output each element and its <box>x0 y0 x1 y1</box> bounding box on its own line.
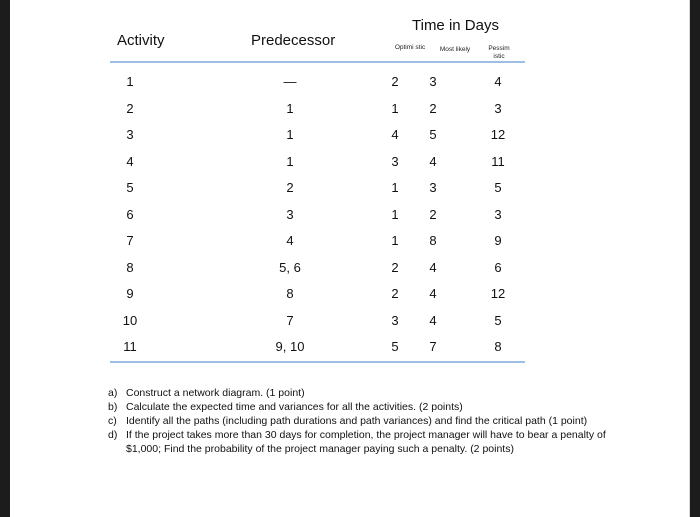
cell-optimistic: 1 <box>391 180 399 195</box>
cell-pessimistic: 3 <box>494 100 502 116</box>
cell-predecessor: 8 <box>286 286 294 301</box>
cell-pessimistic: 5 <box>494 312 502 328</box>
cell-most-likely: 4 <box>429 312 437 328</box>
cell-activity: 6 <box>126 206 134 222</box>
cell-predecessor: 1 <box>286 100 294 116</box>
cell-pessimistic: 12 <box>490 127 506 142</box>
window-frame-left <box>0 0 10 517</box>
question-label: a) <box>108 387 118 399</box>
cell-activity: 4 <box>126 153 134 169</box>
cell-activity: 7 <box>126 233 134 248</box>
question-text: Construct a network diagram. (1 point) <box>126 387 305 399</box>
cell-optimistic: 3 <box>391 153 399 169</box>
cell-pessimistic: 12 <box>490 286 506 301</box>
header-optimistic: Optimi stic <box>394 44 426 51</box>
cell-pessimistic: 6 <box>494 259 502 275</box>
question-text: Calculate the expected time and variances for all the activities. (2 points) <box>126 401 463 413</box>
cell-predecessor: 9, 10 <box>275 339 305 354</box>
header-activity: Activity <box>117 32 165 49</box>
cell-most-likely: 8 <box>429 233 437 248</box>
cell-pessimistic: 4 <box>494 74 502 89</box>
cell-most-likely: 4 <box>429 259 437 275</box>
cell-activity: 2 <box>126 100 134 116</box>
cell-optimistic: 3 <box>391 312 399 328</box>
question-label: c) <box>108 415 117 427</box>
cell-most-likely: 5 <box>429 127 437 142</box>
window-frame-right <box>690 0 700 517</box>
cell-predecessor: 4 <box>286 233 294 248</box>
header-pessimistic: Pessim istic <box>488 45 510 60</box>
question-text: Identify all the paths (including path durations and path variances) and find the critical path (1 point) <box>126 415 588 427</box>
table-bottom-rule <box>110 361 525 363</box>
cell-most-likely: 7 <box>429 339 437 354</box>
cell-activity: 5 <box>126 180 134 195</box>
cell-predecessor: 3 <box>286 206 294 222</box>
cell-optimistic: 2 <box>391 74 399 89</box>
question-label: d) <box>108 429 118 441</box>
cell-most-likely: 2 <box>429 206 437 222</box>
cell-activity: 3 <box>126 127 134 142</box>
cell-pessimistic: 8 <box>494 339 502 354</box>
question-c <box>108 414 608 428</box>
cell-activity: 8 <box>126 259 134 275</box>
cell-predecessor: 7 <box>286 312 294 328</box>
cell-activity: 9 <box>126 286 134 301</box>
cell-activity: 10 <box>122 312 138 328</box>
cell-most-likely: 2 <box>429 100 437 116</box>
cell-optimistic: 1 <box>391 206 399 222</box>
cell-optimistic: 2 <box>391 286 399 301</box>
cell-optimistic: 4 <box>391 127 399 142</box>
cell-optimistic: 2 <box>391 259 399 275</box>
question-text: If the project takes more than 30 days for completion, the project manager will have to bear a penalty of $1,000; Find the probability of the project manager paying such a penalty. (2 points) <box>126 429 606 455</box>
cell-predecessor: 5, 6 <box>279 259 301 275</box>
cell-most-likely: 3 <box>429 74 437 89</box>
question-a <box>108 386 608 400</box>
table-header-rule <box>110 61 525 63</box>
question-d <box>108 428 608 456</box>
cell-predecessor: — <box>283 74 297 89</box>
cell-predecessor: 1 <box>286 127 294 142</box>
cell-optimistic: 1 <box>391 100 399 116</box>
header-predecessor: Predecessor <box>251 32 336 49</box>
cell-most-likely: 4 <box>429 153 437 169</box>
cell-most-likely: 4 <box>429 286 437 301</box>
cell-predecessor: 1 <box>286 153 294 169</box>
cell-pessimistic: 11 <box>491 153 505 169</box>
cell-pessimistic: 5 <box>494 180 502 195</box>
question-list <box>108 386 608 456</box>
frame-divider <box>689 0 690 517</box>
cell-optimistic: 5 <box>391 339 399 354</box>
cell-optimistic: 1 <box>391 233 399 248</box>
cell-pessimistic: 9 <box>494 233 502 248</box>
cell-pessimistic: 3 <box>494 206 502 222</box>
cell-most-likely: 3 <box>429 180 437 195</box>
header-time-in-days: Time in Days <box>412 17 499 34</box>
cell-activity: 11 <box>123 339 137 354</box>
cell-predecessor: 2 <box>286 180 294 195</box>
question-b <box>108 400 608 414</box>
header-most-likely: Most likely <box>439 46 471 53</box>
question-label: b) <box>108 401 118 413</box>
cell-activity: 1 <box>126 74 134 89</box>
